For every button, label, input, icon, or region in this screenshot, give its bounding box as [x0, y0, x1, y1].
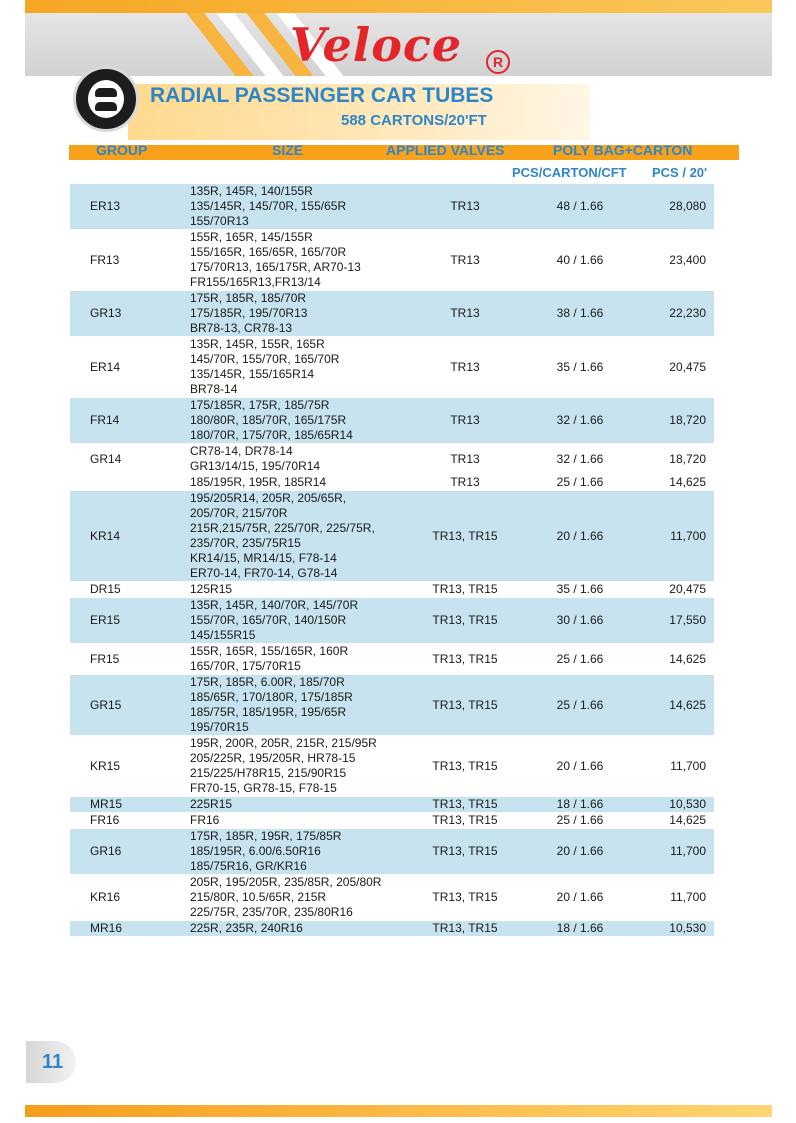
pcs-20-cell: 22,230: [640, 291, 714, 337]
size-line: 215/80R, 10.5/65R, 215R: [190, 890, 327, 904]
pcs-20-cell: 20,475: [640, 337, 714, 398]
pcs-20-cell: 18,720: [640, 444, 714, 475]
size-line: 135/145R, 155/165R14: [190, 367, 315, 381]
size-line: 145/155R15: [190, 628, 256, 642]
pcs-20-cell: 23,400: [640, 230, 714, 291]
size-cell: [190, 291, 410, 337]
pcs-carton-cell: 25 / 1.66: [520, 813, 640, 829]
group-cell: GR13: [70, 291, 190, 337]
size-line: 155R, 165R, 155/165R, 160R: [190, 644, 349, 658]
pcs-carton-cell: 30 / 1.66: [520, 598, 640, 644]
table-row: [70, 921, 714, 937]
size-cell: [190, 491, 410, 582]
size-line: 225R15: [190, 797, 233, 811]
table-row: [70, 582, 714, 598]
valve-cell: TR13, TR15: [410, 797, 520, 813]
pcs-20-cell: 14,625: [640, 644, 714, 675]
size-line: 205R, 195/205R, 235/85R, 205/80R: [190, 875, 382, 889]
table-row: [70, 398, 714, 444]
table-row: [70, 675, 714, 736]
size-line: 175R, 185R, 195R, 175/85R: [190, 829, 342, 843]
pcs-carton-cell: 25 / 1.66: [520, 675, 640, 736]
table-row: [70, 797, 714, 813]
group-cell: KR15: [70, 736, 190, 797]
size-line: 135/145R, 145/70R, 155/65R: [190, 199, 347, 213]
size-line: BR78-13, CR78-13: [190, 321, 293, 335]
col-header-packing: POLY BAG+CARTON: [553, 142, 693, 158]
valve-cell: TR13, TR15: [410, 644, 520, 675]
pcs-20-cell: 14,625: [640, 813, 714, 829]
pcs-carton-cell: 18 / 1.66: [520, 797, 640, 813]
size-cell: [190, 644, 410, 675]
size-line: 180/80R, 185/70R, 165/175R: [190, 413, 347, 427]
valve-cell: TR13: [410, 291, 520, 337]
col-header-group: GROUP: [96, 142, 148, 158]
pcs-20-cell: 18,720: [640, 398, 714, 444]
pcs-20-cell: 14,625: [640, 675, 714, 736]
size-cell: [190, 230, 410, 291]
valve-cell: TR13, TR15: [410, 598, 520, 644]
size-line: KR14/15, MR14/15, F78-14: [190, 551, 337, 565]
size-cell: [190, 444, 410, 475]
table-row: [70, 598, 714, 644]
table-row: [70, 291, 714, 337]
valve-cell: TR13, TR15: [410, 491, 520, 582]
size-line: 135R, 145R, 140/70R, 145/70R: [190, 598, 359, 612]
size-cell: [190, 184, 410, 230]
table-row: [70, 644, 714, 675]
size-line: 185/75R16, GR/KR16: [190, 859, 307, 873]
pcs-carton-cell: 20 / 1.66: [520, 875, 640, 921]
pcs-20-cell: 11,700: [640, 875, 714, 921]
size-cell: [190, 875, 410, 921]
group-cell: ER14: [70, 337, 190, 398]
size-line: 155/165R, 165/65R, 165/70R: [190, 245, 347, 259]
size-line: 185/195R, 195R, 185R14: [190, 475, 327, 489]
group-cell: MR15: [70, 797, 190, 813]
pcs-carton-cell: 20 / 1.66: [520, 829, 640, 875]
size-cell: [190, 582, 410, 598]
size-line: 185/195R, 6.00/6.50R16: [190, 844, 321, 858]
size-line: FR155/165R13,FR13/14: [190, 275, 321, 289]
pcs-20-cell: 11,700: [640, 736, 714, 797]
size-line: 185/75R, 185/195R, 195/65R: [190, 705, 347, 719]
group-cell: GR14: [70, 444, 190, 475]
group-cell: KR16: [70, 875, 190, 921]
pcs-carton-cell: 35 / 1.66: [520, 582, 640, 598]
table-row: [70, 475, 714, 491]
table-row: [70, 813, 714, 829]
size-line: 175/70R13, 165/175R, AR70-13: [190, 260, 361, 274]
size-cell: [190, 736, 410, 797]
group-cell: ER13: [70, 184, 190, 230]
valve-cell: TR13, TR15: [410, 813, 520, 829]
size-line: 195R, 200R, 205R, 215R, 215/95R: [190, 736, 377, 750]
size-cell: [190, 797, 410, 813]
valve-cell: TR13: [410, 337, 520, 398]
valve-cell: TR13, TR15: [410, 675, 520, 736]
pcs-carton-cell: 25 / 1.66: [520, 644, 640, 675]
size-cell: [190, 398, 410, 444]
table-row: [70, 491, 714, 582]
size-line: 175/185R, 195/70R13: [190, 306, 308, 320]
pcs-carton-cell: 35 / 1.66: [520, 337, 640, 398]
col-header-pcs-20: PCS / 20': [652, 165, 708, 180]
group-cell: FR16: [70, 813, 190, 829]
group-cell: GR16: [70, 829, 190, 875]
size-cell: [190, 475, 410, 491]
size-line: 135R, 145R, 140/155R: [190, 184, 313, 198]
valve-cell: TR13: [410, 184, 520, 230]
size-line: 155/70R13: [190, 214, 249, 228]
registered-mark: R: [486, 50, 510, 74]
page-title: RADIAL PASSENGER CAR TUBES: [150, 84, 494, 107]
brand-logo: Veloce: [290, 18, 463, 72]
pcs-carton-cell: 38 / 1.66: [520, 291, 640, 337]
size-line: 145/70R, 155/70R, 165/70R: [190, 352, 340, 366]
pcs-20-cell: 10,530: [640, 921, 714, 937]
pcs-20-cell: 11,700: [640, 829, 714, 875]
group-cell: FR13: [70, 230, 190, 291]
size-line: 175R, 185R, 6.00R, 185/70R: [190, 675, 345, 689]
pcs-20-cell: 14,625: [640, 475, 714, 491]
table-row: [70, 829, 714, 875]
size-line: ER70-14, FR70-14, G78-14: [190, 566, 338, 580]
table-row: [70, 444, 714, 475]
size-line: 155R, 165R, 145/155R: [190, 230, 313, 244]
size-line: 195/70R15: [190, 720, 249, 734]
size-line: 215/225/H78R15, 215/90R15: [190, 766, 347, 780]
size-line: 125R15: [190, 582, 233, 596]
group-cell: GR15: [70, 675, 190, 736]
table-row: [70, 736, 714, 797]
size-line: 235/70R, 235/75R15: [190, 536, 301, 550]
valve-cell: TR13: [410, 475, 520, 491]
pcs-carton-cell: 40 / 1.66: [520, 230, 640, 291]
pcs-carton-cell: 20 / 1.66: [520, 491, 640, 582]
size-line: 225/75R, 235/70R, 235/80R16: [190, 905, 353, 919]
size-cell: [190, 829, 410, 875]
pcs-carton-cell: 32 / 1.66: [520, 398, 640, 444]
page-subtitle: 588 CARTONS/20'FT: [341, 112, 487, 129]
size-line: 205/225R, 195/205R, HR78-15: [190, 751, 356, 765]
size-line: 225R, 235R, 240R16: [190, 921, 303, 935]
table-row: [70, 230, 714, 291]
size-line: 135R, 145R, 155R, 165R: [190, 337, 325, 351]
size-line: 175R, 185R, 185/70R: [190, 291, 307, 305]
pcs-carton-cell: 25 / 1.66: [520, 475, 640, 491]
top-orange-strip: [25, 0, 772, 13]
size-cell: [190, 921, 410, 937]
pcs-carton-cell: 20 / 1.66: [520, 736, 640, 797]
size-cell: [190, 598, 410, 644]
size-line: 175/185R, 175R, 185/75R: [190, 398, 330, 412]
group-cell: FR15: [70, 644, 190, 675]
size-line: 180/70R, 175/70R, 185/65R14: [190, 428, 353, 442]
size-line: 195/205R14, 205R, 205/65R,: [190, 491, 347, 505]
pcs-20-cell: 20,475: [640, 582, 714, 598]
valve-cell: TR13, TR15: [410, 582, 520, 598]
group-cell: KR14: [70, 491, 190, 582]
valve-cell: TR13, TR15: [410, 921, 520, 937]
pcs-20-cell: 17,550: [640, 598, 714, 644]
valve-cell: TR13: [410, 230, 520, 291]
bottom-orange-strip: [25, 1105, 772, 1117]
size-line: 155/70R, 165/70R, 140/150R: [190, 613, 347, 627]
size-line: 165/70R, 175/70R15: [190, 659, 301, 673]
page-number: 11: [26, 1041, 76, 1083]
size-line: 215R,215/75R, 225/70R, 225/75R,: [190, 521, 375, 535]
group-cell: [70, 475, 190, 491]
valve-cell: TR13, TR15: [410, 875, 520, 921]
size-line: FR70-15, GR78-15, F78-15: [190, 781, 337, 795]
tube-spec-table: [70, 184, 714, 937]
size-line: BR78-14: [190, 382, 238, 396]
group-cell: MR16: [70, 921, 190, 937]
table-row: [70, 337, 714, 398]
size-line: 185/65R, 170/180R, 175/185R: [190, 690, 353, 704]
car-icon: [73, 66, 139, 132]
size-cell: [190, 675, 410, 736]
pcs-20-cell: 11,700: [640, 491, 714, 582]
size-cell: [190, 813, 410, 829]
size-cell: [190, 337, 410, 398]
valve-cell: TR13: [410, 444, 520, 475]
group-cell: DR15: [70, 582, 190, 598]
col-header-size: SIZE: [272, 142, 304, 158]
size-line: GR13/14/15, 195/70R14: [190, 459, 321, 473]
col-header-valves: APPLIED VALVES: [386, 142, 505, 158]
pcs-20-cell: 28,080: [640, 184, 714, 230]
valve-cell: TR13, TR15: [410, 829, 520, 875]
pcs-carton-cell: 48 / 1.66: [520, 184, 640, 230]
col-header-pcs-carton: PCS/CARTON/CFT: [512, 165, 627, 180]
table-row: [70, 875, 714, 921]
table-row: [70, 184, 714, 230]
pcs-20-cell: 10,530: [640, 797, 714, 813]
valve-cell: TR13, TR15: [410, 736, 520, 797]
pcs-carton-cell: 18 / 1.66: [520, 921, 640, 937]
group-cell: ER15: [70, 598, 190, 644]
group-cell: FR14: [70, 398, 190, 444]
size-line: CR78-14, DR78-14: [190, 444, 293, 458]
valve-cell: TR13: [410, 398, 520, 444]
size-line: 205/70R, 215/70R: [190, 506, 288, 520]
pcs-carton-cell: 32 / 1.66: [520, 444, 640, 475]
size-line: FR16: [190, 813, 220, 827]
